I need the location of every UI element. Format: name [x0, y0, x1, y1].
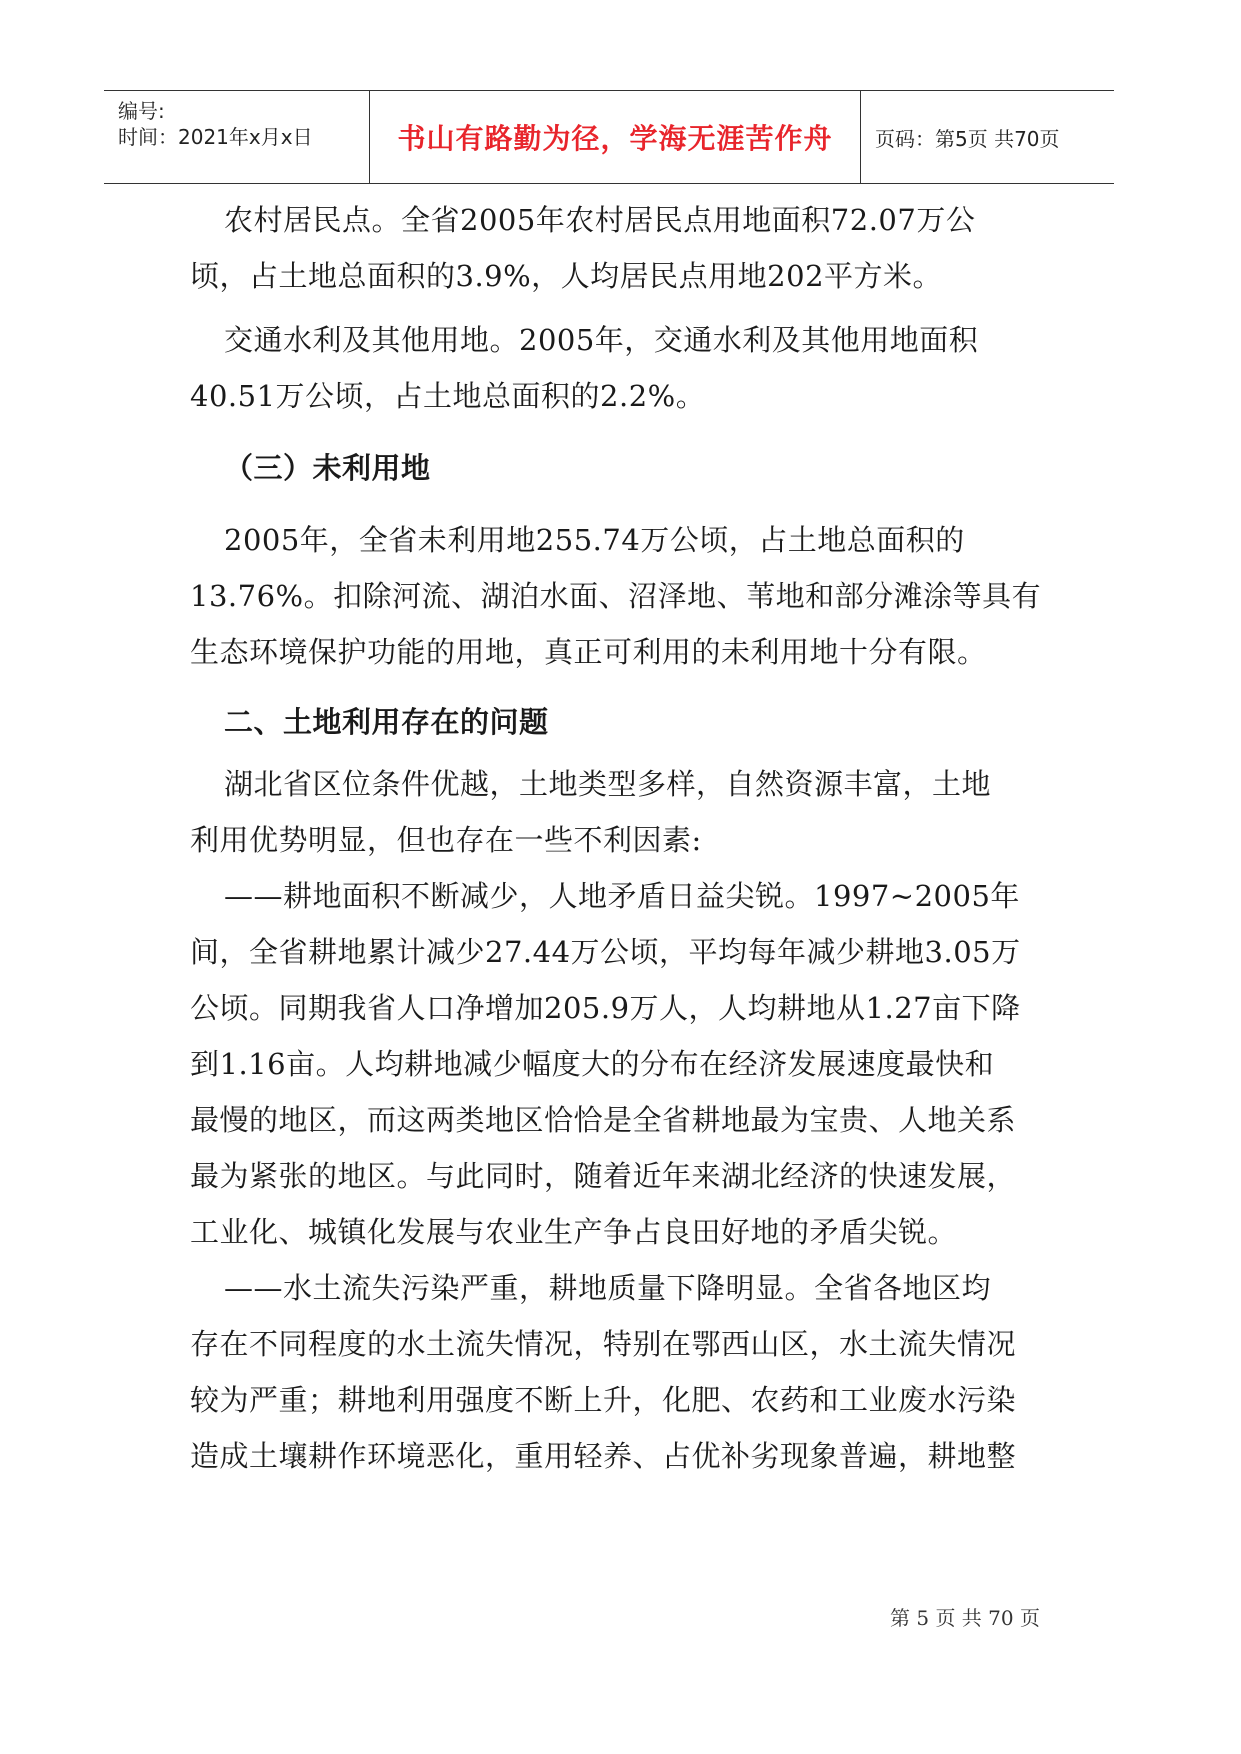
- body-line-2: 顷，占土地总面积的3.9%，人均居民点用地202平方米。: [190, 259, 943, 293]
- page-header: [104, 90, 1114, 184]
- header-number-label: 编号:: [118, 99, 165, 123]
- page-footer-number: 第 5 页 共 70 页: [890, 1606, 1040, 1630]
- header-page-cell: [861, 91, 1114, 183]
- body-line-4: 40.51万公顷，占土地总面积的2.2%。: [190, 379, 706, 413]
- body-line-1: 农村居民点。全省2005年农村居民点用地面积72.07万公: [224, 203, 976, 237]
- header-time-label: 时间：2021年x月x日: [118, 125, 313, 149]
- body-line-10: 湖北省区位条件优越，土地类型多样，自然资源丰富，土地: [224, 767, 992, 801]
- body-line-11: 利用优势明显，但也存在一些不利因素:: [190, 823, 702, 857]
- body-line-18: 工业化、城镇化发展与农业生产争占良田好地的矛盾尖锐。: [190, 1215, 958, 1249]
- body-line-14: 公顷。同期我省人口净增加205.9万人，人均耕地从1.27亩下降: [190, 991, 1021, 1025]
- body-line-20: 存在不同程度的水土流失情况，特别在鄂西山区，水土流失情况: [190, 1327, 1017, 1361]
- header-page-info: 页码：第5页 共70页: [875, 126, 1060, 151]
- body-line-17: 最为紧张的地区。与此同时，随着近年来湖北经济的快速发展，: [190, 1159, 1017, 1193]
- body-line-3: 交通水利及其他用地。2005年，交通水利及其他用地面积: [224, 323, 979, 357]
- body-line-22: 造成土壤耕作环境恶化，重用轻养、占优补劣现象普遍，耕地整: [190, 1439, 1017, 1473]
- body-line-7: 13.76%。扣除河流、湖泊水面、沼泽地、苇地和部分滩涂等具有: [190, 579, 1042, 613]
- header-motto: 书山有路勤为径，学海无涯苦作舟: [397, 122, 833, 155]
- header-motto-cell: [369, 91, 861, 183]
- section-heading-unused-land: （三）未利用地: [224, 451, 431, 485]
- body-line-15: 到1.16亩。人均耕地减少幅度大的分布在经济发展速度最快和: [190, 1047, 995, 1081]
- body-line-21: 较为严重；耕地利用强度不断上升，化肥、农药和工业废水污染: [190, 1383, 1017, 1417]
- body-line-19: ——水土流失污染严重，耕地质量下降明显。全省各地区均: [224, 1271, 992, 1305]
- body-line-6: 2005年，全省未利用地255.74万公顷，占土地总面积的: [224, 523, 965, 557]
- section-heading-problems: 二、土地利用存在的问题: [224, 705, 549, 739]
- body-line-16: 最慢的地区，而这两类地区恰恰是全省耕地最为宝贵、人地关系: [190, 1103, 1017, 1137]
- body-line-8: 生态环境保护功能的用地，真正可利用的未利用地十分有限。: [190, 635, 987, 669]
- header-meta-cell: [104, 91, 369, 183]
- body-line-13: 间，全省耕地累计减少27.44万公顷，平均每年减少耕地3.05万: [190, 935, 1021, 969]
- body-line-12: ——耕地面积不断减少，人地矛盾日益尖锐。1997~2005年: [224, 879, 1020, 913]
